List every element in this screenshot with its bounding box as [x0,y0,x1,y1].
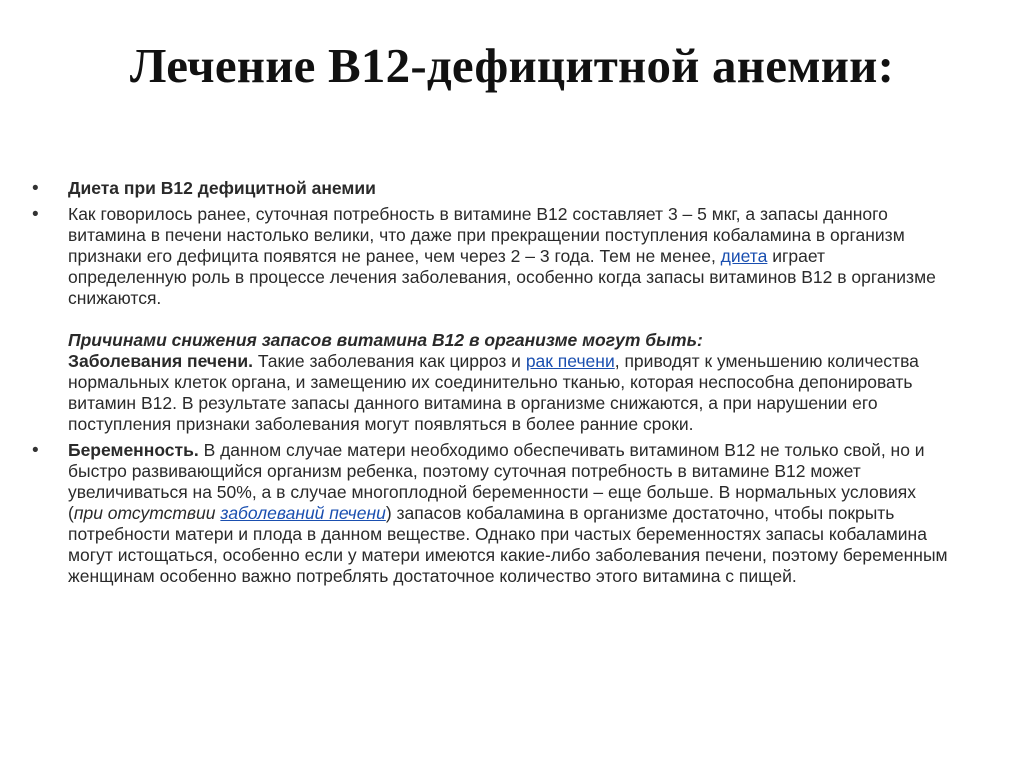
slide-content [0,178,1024,587]
paragraph-text: Как говорилось ранее, суточная потребность в витамине В12 составляет 3 – 5 мкг, а запасы данного витамина в печени настолько велики, что даже при прекращении поступления кобаламина в организм признаки его дефицита появятся не ранее, чем через 2 – 3 года. Тем не менее, [68,204,905,266]
paragraph-text: , приводят к уменьшению количества нормальных клеток органа, и замещению их соединительно тканью, которая неспособна депонировать витамин В12. В результате запасы данного витамина в организме снижаются, а при нарушении его поступления признаки заболевания могут появляться в более ранние сроки. [68,351,919,434]
bullet-icon: • [32,204,39,225]
liver-diseases-link[interactable]: заболеваний печени [220,503,386,523]
diet-heading: Диета при В12 дефицитной анемии [68,178,376,198]
reasons-heading: Причинами снижения запасов витамина В12 в организме могут быть: [68,330,703,350]
liver-label: Заболевания печени. [68,351,253,371]
bullet-icon: • [32,178,39,199]
diet-paragraph [68,204,948,309]
paragraph-text: играет определенную роль в процессе лечения заболевания, особенно когда запасы витаминов В12 в организме снижаются. [68,246,936,308]
list-item [0,178,1024,199]
list-item [0,440,1024,587]
list-item [0,204,1024,435]
paragraph-text: В данном случае матери необходимо обеспечивать витамином В12 не только свой, но и быстро развивающийся организм ребенка, поэтому суточная потребность в витамине В12 может увеличиваться на 50%, а в случае многоплодной беременности – еще больше. В нормальных условиях ( [68,440,925,523]
diet-link[interactable]: диета [720,246,768,266]
pregnancy-label: Беременность. [68,440,199,460]
paragraph-italic-text: при отсутствии [73,503,221,523]
liver-paragraph [68,351,948,435]
liver-cancer-link[interactable]: рак печени [525,351,615,371]
paragraph-gap [68,309,948,330]
paragraph-text: Такие заболевания как цирроз и [253,351,526,371]
bullet-icon: • [32,440,39,461]
paragraph-text: ) запасов кобаламина в организме достаточно, чтобы покрыть потребности матери и плода в данном веществе. Однако при частых беременностях запасы кобаламина могут истощаться, особенно если у матери имеются какие-либо заболевания печени, поэтому беременным женщинам особенно важно потреблять достаточное количество этого витамина с пищей. [68,503,948,586]
slide-title: Лечение В12-дефицитной анемии: [129,38,895,93]
pregnancy-paragraph [68,440,948,587]
